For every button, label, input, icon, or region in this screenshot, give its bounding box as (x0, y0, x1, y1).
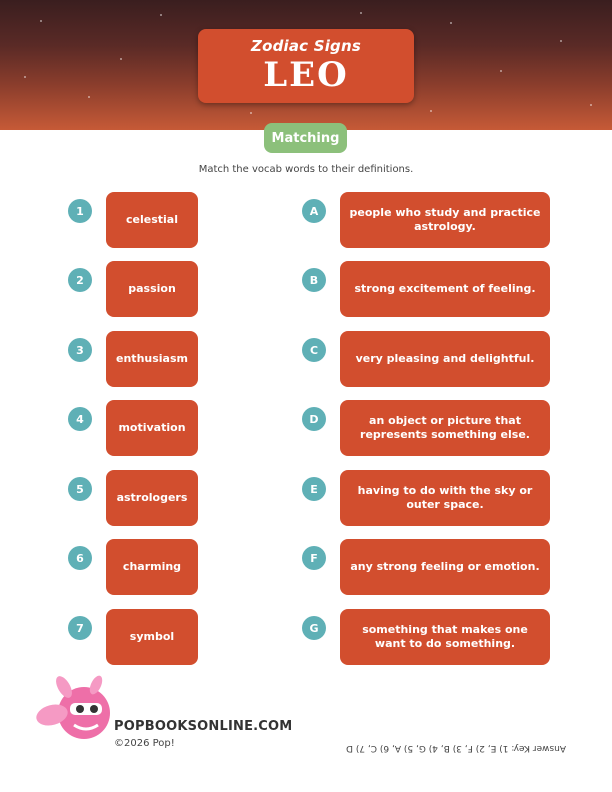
definition-box-e: having to do with the sky or outer space. (340, 470, 550, 526)
instructions-text: Match the vocab words to their definitions. (198, 164, 414, 175)
definition-box-c: very pleasing and delightful. (340, 331, 550, 387)
section-pill: Matching (264, 123, 347, 153)
page-title: LEO (263, 55, 349, 95)
definition-box-f: any strong feeling or emotion. (340, 539, 550, 595)
definition-letter-d: D (302, 407, 326, 431)
word-number-3: 3 (68, 338, 92, 362)
word-box-6: charming (106, 539, 198, 595)
definition-letter-f: F (302, 546, 326, 570)
word-number-2: 2 (68, 268, 92, 292)
word-number-4: 4 (68, 407, 92, 431)
definition-letter-a: A (302, 199, 326, 223)
word-number-5: 5 (68, 477, 92, 501)
definition-letter-g: G (302, 616, 326, 640)
word-number-7: 7 (68, 616, 92, 640)
word-box-5: astrologers (106, 470, 198, 526)
definition-box-a: people who study and practice astrology. (340, 192, 550, 248)
word-box-7: symbol (106, 609, 198, 665)
answer-key-upside-down: Answer Key: 1) E, 2) F, 3) B, 4) G, 5) A, 6) C, 7) D (346, 743, 566, 753)
definition-letter-b: B (302, 268, 326, 292)
definition-box-g: something that makes one want to do something. (340, 609, 550, 665)
pop-mascot-logo-icon (34, 675, 114, 743)
word-box-3: enthusiasm (106, 331, 198, 387)
brand-name: POPBOOKSONLINE.COM (114, 719, 293, 734)
definition-box-d: an object or picture that represents something else. (340, 400, 550, 456)
word-number-6: 6 (68, 546, 92, 570)
word-box-2: passion (106, 261, 198, 317)
definition-box-b: strong excitement of feeling. (340, 261, 550, 317)
title-subtitle: Zodiac Signs (251, 37, 361, 55)
word-box-1: celestial (106, 192, 198, 248)
copyright-text: ©2026 Pop! (114, 738, 175, 749)
definition-letter-c: C (302, 338, 326, 362)
definition-letter-e: E (302, 477, 326, 501)
word-number-1: 1 (68, 199, 92, 223)
title-box (198, 29, 414, 103)
word-box-4: motivation (106, 400, 198, 456)
